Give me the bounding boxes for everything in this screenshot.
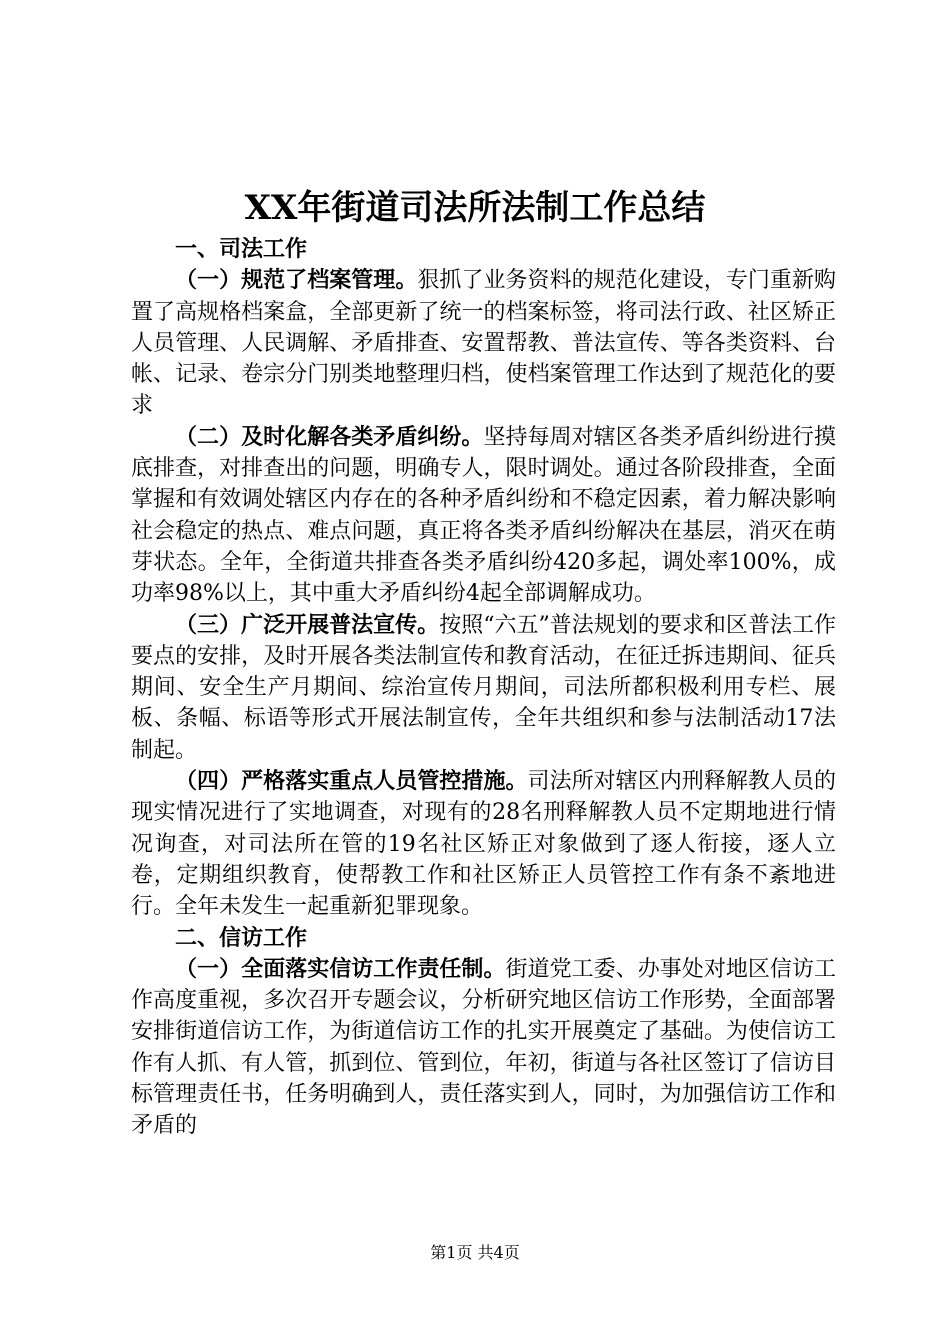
paragraph-text: 按照“六五”普法规划的要求和区普法工作要点的安排，及时开展各类法制宣传和教育活动，在征迁拆违期间、征兵期间、安全生产月期间、综治宣传月期间，司法所都积极利用专栏、展板、条幅、标语等形式开展法制宣传，全年共组织和参与法制活动17法制起。	[131, 612, 836, 763]
paragraph	[131, 766, 836, 922]
section-heading: 二、信访工作	[175, 924, 308, 951]
paragraph-lead: （四）严格落实重点人员管控措施。	[175, 768, 528, 795]
paragraph	[131, 422, 836, 610]
paragraph-lead: （一）规范了档案管理。	[175, 267, 418, 294]
paragraph-text: 狠抓了业务资料的规范化建设，专门重新购置了高规格档案盒，全部更新了统一的档案标签，将司法行政、社区矫正人员管理、人民调解、矛盾排查、安置帮教、普法宣传、等各类资料、台帐、记录、卷宗分门别类地整理归档，使档案管理工作达到了规范化的要求	[131, 268, 836, 419]
paragraph	[131, 954, 836, 1142]
document-title: XX年街道司法所法制工作总结	[244, 188, 706, 228]
paragraph-lead: （一）全面落实信访工作责任制。	[175, 955, 506, 982]
paragraph-text: 坚持每周对辖区各类矛盾纠纷进行摸底排查，对排查出的问题，明确专人，限时调处。通过各阶段排查，全面掌握和有效调处辖区内存在的各种矛盾纠纷和不稳定因素，着力解决影响社会稳定的热点、难点问题，真正将各类矛盾纠纷解决在基层，消灭在萌芽状态。全年，全街道共排查各类矛盾纠纷420多起，调处率100%，成功率98%以上，其中重大矛盾纠纷4起全部调解成功。	[131, 424, 836, 607]
paragraph-text: 街道党工委、办事处对地区信访工作高度重视，多次召开专题会议，分析研究地区信访工作形势，全面部署安排街道信访工作，为街道信访工作的扎实开展奠定了基础。为使信访工作有人抓、有人管，抓到位、管到位，年初，街道与各社区签订了信访目标管理责任书，任务明确到人，责任落实到人，同时，为加强信访工作和矛盾的	[131, 956, 836, 1139]
paragraph-lead: （二）及时化解各类矛盾纠纷。	[175, 423, 484, 450]
paragraph	[131, 610, 836, 766]
document-body	[131, 234, 836, 1142]
paragraph	[131, 265, 836, 421]
paragraph-lead: （三）广泛开展普法宣传。	[175, 611, 440, 638]
section-heading: 一、司法工作	[175, 236, 308, 262]
paragraph-text: 司法所对辖区内刑释解教人员的现实情况进行了实地调查，对现有的28名刑释解教人员不定期地进行情况询查，对司法所在管的19名社区矫正对象做到了逐人衔接，逐人立卷，定期组织教育，使帮教工作和社区矫正人员管控工作有条不紊地进行。全年未发生一起重新犯罪现象。	[131, 769, 836, 920]
page-number-footer: 第1页 共4页	[430, 1243, 520, 1262]
